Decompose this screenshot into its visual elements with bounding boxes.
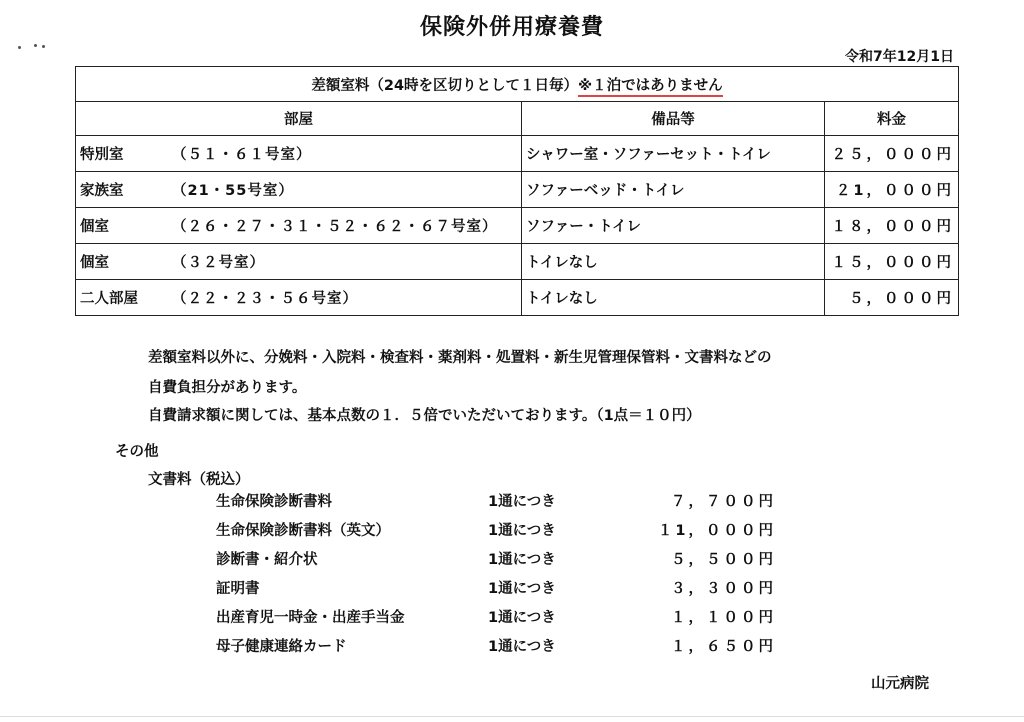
document-fee-list (216, 490, 776, 664)
fee-cell: １８，０００円 (825, 208, 959, 244)
document-name: 生命保険診断書料 (216, 494, 332, 510)
table-row (76, 244, 959, 280)
room-name: 家族室 (80, 183, 124, 199)
other-heading: その他 (115, 444, 159, 460)
table-banner (76, 67, 959, 102)
note-line-3: 自費請求額に関しては、基本点数の１．５倍でいただいております。（1点＝１０円） (148, 408, 701, 424)
room-name: 個室 (80, 219, 109, 235)
document-price: ３，３００円 (671, 581, 776, 597)
issue-date: 令和7年12月1日 (845, 49, 954, 65)
document-name: 母子健康連絡カード (216, 639, 347, 655)
header-room: 部屋 (76, 102, 522, 136)
document-unit: 1通につき (488, 494, 556, 510)
banner-text: 差額室料（24時を区切りとして１日毎） (311, 77, 579, 94)
document-fee-heading: 文書料（税込） (148, 472, 250, 488)
table-row (76, 172, 959, 208)
list-item (216, 577, 776, 606)
document-unit: 1通につき (488, 639, 556, 655)
list-item (216, 635, 776, 664)
header-fee: 料金 (825, 102, 959, 136)
room-cell (76, 244, 522, 280)
list-item (216, 519, 776, 548)
document-price: ５，５００円 (671, 552, 776, 568)
document-name: 出産育児一時金・出産手当金 (216, 610, 405, 626)
equipment-cell: ソファーベッド・トイレ (522, 172, 825, 208)
document-unit: 1通につき (488, 610, 556, 626)
table-banner-row (76, 67, 959, 102)
document-price: １，６５０円 (671, 639, 776, 655)
scan-edge (0, 716, 1024, 717)
scan-speck (34, 44, 37, 47)
banner-note: ※１泊ではありません (578, 78, 723, 97)
table-row (76, 280, 959, 316)
table-header-row (76, 102, 959, 136)
room-numbers: （21・55号室） (172, 183, 294, 199)
list-item (216, 548, 776, 577)
table-row (76, 136, 959, 172)
equipment-cell: トイレなし (522, 244, 825, 280)
room-cell (76, 280, 522, 316)
list-item (216, 606, 776, 635)
document-name: 診断書・紹介状 (216, 552, 318, 568)
room-numbers: （２６・２７・３１・５２・６２・６７号室） (172, 219, 498, 235)
equipment-cell: トイレなし (522, 280, 825, 316)
equipment-cell: シャワー室・ソファーセット・トイレ (522, 136, 825, 172)
page-title: 保険外併用療養費 (419, 15, 604, 40)
room-numbers: （５１・６１号室） (172, 147, 312, 163)
room-name: 特別室 (80, 147, 124, 163)
document-unit: 1通につき (488, 552, 556, 568)
document-price: １，１００円 (671, 610, 776, 626)
room-cell (76, 136, 522, 172)
document-name: 証明書 (216, 581, 260, 597)
header-equipment: 備品等 (522, 102, 825, 136)
document-name: 生命保険診断書料（英文） (216, 523, 390, 539)
document-unit: 1通につき (488, 523, 556, 539)
room-numbers: （３２号室） (172, 255, 265, 271)
note-line-1: 差額室料以外に、分娩料・入院料・検査料・薬剤料・処置料・新生児管理保管料・文書料などの (148, 350, 772, 366)
room-fee-table (75, 66, 959, 316)
document-price: １1，０００円 (657, 523, 776, 539)
document-unit: 1通につき (488, 581, 556, 597)
room-name: 個室 (80, 255, 109, 271)
room-cell (76, 208, 522, 244)
room-name: 二人部屋 (80, 291, 138, 307)
equipment-cell: ソファー・トイレ (522, 208, 825, 244)
room-numbers: （２２・２３・５６号室） (172, 291, 358, 307)
fee-cell: ５，０００円 (825, 280, 959, 316)
document-price: ７，７００円 (671, 494, 776, 510)
fee-cell: ２５，０００円 (825, 136, 959, 172)
fee-cell: １５，０００円 (825, 244, 959, 280)
room-cell (76, 172, 522, 208)
hospital-name: 山元病院 (871, 676, 929, 692)
scan-speck (18, 46, 21, 49)
list-item (216, 490, 776, 519)
fee-cell: ２1，０００円 (825, 172, 959, 208)
note-line-2: 自費負担分があります。 (148, 380, 307, 396)
table-row (76, 208, 959, 244)
scan-speck (42, 45, 45, 48)
